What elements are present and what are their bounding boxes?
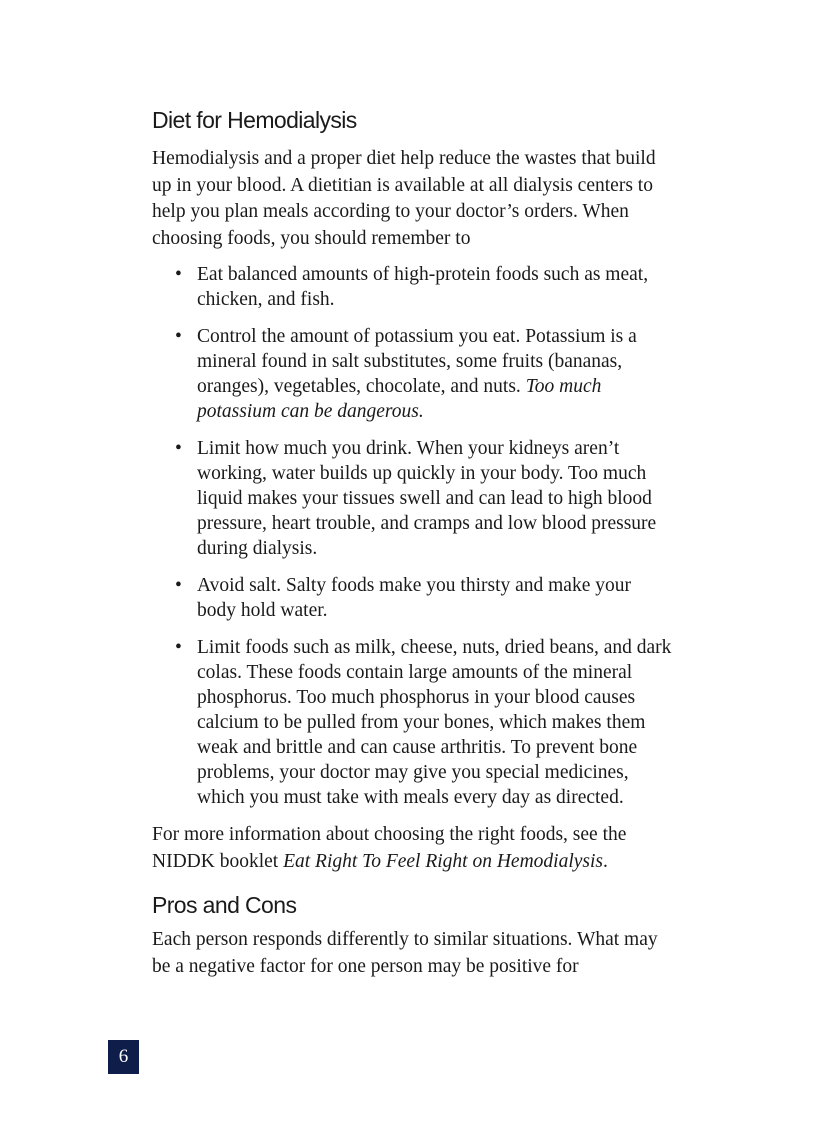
list-item-text: Avoid salt. Salty foods make you thirsty and make your body hold water.	[197, 575, 631, 621]
list-item-text: Limit foods such as milk, cheese, nuts, dried beans, and dark colas. These foods contain large amounts of the mineral phosphorus. Too much phosphorus in your blood causes calcium to be pulled from your bones, which makes them weak and brittle and can cause arthritis. To prevent bone problems, your doctor may give you special medicines, which you must take with meals every day as directed.	[197, 637, 672, 808]
section-heading-pros-cons: Pros and Cons	[152, 892, 297, 918]
list-item	[175, 573, 672, 623]
diet-guidelines-list	[152, 262, 672, 810]
pros-cons-paragraph: Each person responds differently to similar situations. What may be a negative factor for one person may be positive for	[152, 929, 658, 977]
bullet-icon: •	[175, 438, 182, 459]
closing-paragraph	[152, 822, 672, 875]
bullet-icon: •	[175, 637, 182, 658]
list-item	[175, 262, 672, 312]
booklet-title: Eat Right To Feel Right on Hemodialysis	[283, 850, 603, 872]
list-item	[175, 436, 672, 561]
closing-text: For more information about choosing the right foods, see the NIDDK booklet	[152, 824, 627, 872]
emphasis-text: Too much potassium can be dangerous.	[197, 376, 602, 422]
list-item	[175, 635, 672, 810]
bullet-icon: •	[175, 264, 182, 285]
bullet-icon: •	[175, 575, 182, 596]
closing-end: .	[603, 850, 608, 872]
pros-cons-section	[152, 889, 672, 980]
page-number-badge: 6	[108, 1040, 139, 1074]
intro-paragraph: Hemodialysis and a proper diet help reduce the wastes that build up in your blood. A dietitian is available at all dialysis centers to help you plan meals according to your doctor’s orders. When choosing foods, you should remember to	[152, 148, 656, 249]
section-heading-diet: Diet for Hemodialysis	[152, 107, 357, 133]
bullet-icon: •	[175, 326, 182, 347]
list-item	[175, 324, 672, 424]
list-item-text: Control the amount of potassium you eat. Potassium is a mineral found in salt substitutes, some fruits (bananas, oranges), vegetables, chocolate, and nuts.	[197, 326, 637, 397]
list-item-text: Limit how much you drink. When your kidneys aren’t working, water builds up quickly in your body. Too much liquid makes your tissues swell and can lead to high blood pressure, heart trouble, and cramps and low blood pressure during dialysis.	[197, 438, 657, 559]
list-item-text: Eat balanced amounts of high-protein foods such as meat, chicken, and fish.	[197, 264, 649, 310]
page-content	[152, 104, 672, 980]
